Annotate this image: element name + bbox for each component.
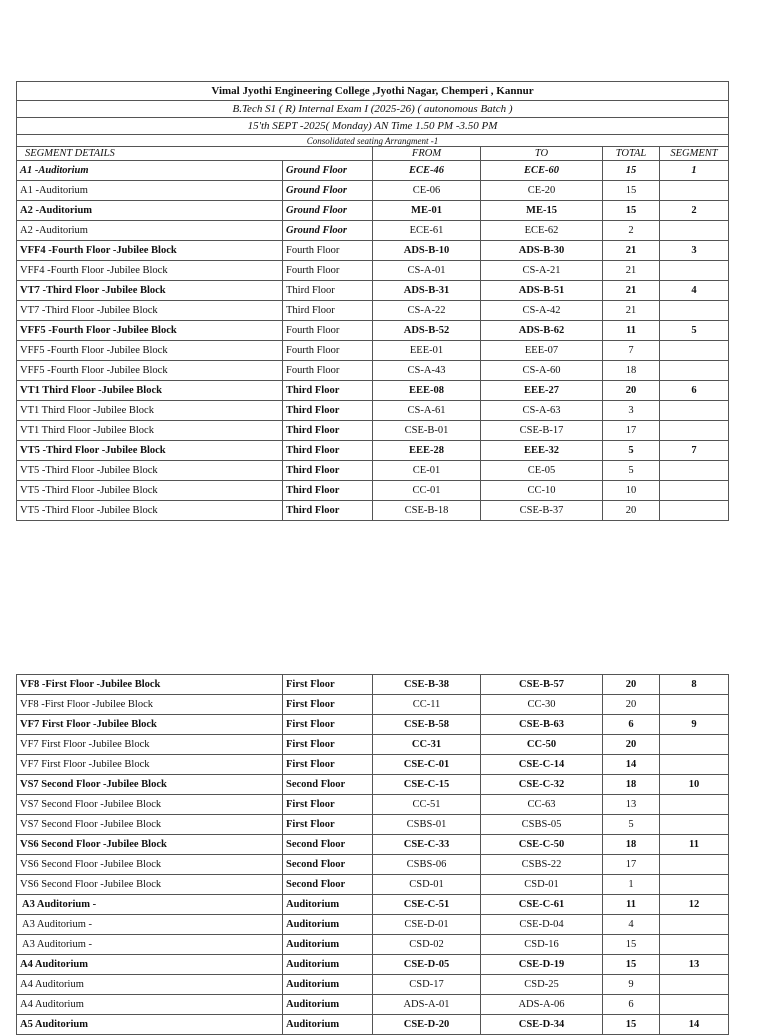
- segment-detail-cell: VT5 -Third Floor -Jubilee Block: [17, 501, 283, 521]
- floor-cell: First Floor: [283, 795, 373, 815]
- from-cell: CSD-01: [373, 875, 481, 895]
- segment-detail-cell: VF8 -First Floor -Jubilee Block: [17, 695, 283, 715]
- floor-cell: Auditorium: [283, 895, 373, 915]
- segment-number-cell: [660, 935, 729, 955]
- to-cell: CSD-16: [481, 935, 603, 955]
- segment-detail-cell: A1 -Auditorium: [17, 161, 283, 181]
- from-cell: CC-51: [373, 795, 481, 815]
- floor-cell: Auditorium: [283, 935, 373, 955]
- total-cell: 5: [603, 461, 660, 481]
- table-row: [17, 301, 729, 321]
- seating-table-top: [16, 81, 729, 521]
- table-row: [17, 501, 729, 521]
- total-cell: 9: [603, 975, 660, 995]
- total-cell: 20: [603, 675, 660, 695]
- floor-cell: Fourth Floor: [283, 261, 373, 281]
- table-row: [17, 955, 729, 975]
- total-cell: 20: [603, 695, 660, 715]
- total-cell: 5: [603, 815, 660, 835]
- to-cell: CS-A-60: [481, 361, 603, 381]
- segment-detail-cell: VFF4 -Fourth Floor -Jubilee Block: [17, 261, 283, 281]
- table-row: [17, 915, 729, 935]
- floor-cell: First Floor: [283, 695, 373, 715]
- to-cell: EEE-27: [481, 381, 603, 401]
- table-row: [17, 755, 729, 775]
- segment-detail-cell: VF8 -First Floor -Jubilee Block: [17, 675, 283, 695]
- from-cell: CSE-B-18: [373, 501, 481, 521]
- floor-cell: Fourth Floor: [283, 361, 373, 381]
- total-cell: 18: [603, 361, 660, 381]
- from-cell: CSBS-06: [373, 855, 481, 875]
- table-row: [17, 481, 729, 501]
- segment-number-cell: [660, 221, 729, 241]
- segment-detail-cell: VT1 Third Floor -Jubilee Block: [17, 401, 283, 421]
- segment-number-cell: [660, 995, 729, 1015]
- to-cell: CSD-25: [481, 975, 603, 995]
- segment-number-cell: [660, 461, 729, 481]
- segment-detail-cell: VS7 Second Floor -Jubilee Block: [17, 795, 283, 815]
- total-cell: 21: [603, 301, 660, 321]
- segment-number-cell: [660, 875, 729, 895]
- table-row: [17, 241, 729, 261]
- to-cell: ADS-B-30: [481, 241, 603, 261]
- segment-detail-cell: VS6 Second Floor -Jubilee Block: [17, 875, 283, 895]
- floor-cell: Second Floor: [283, 875, 373, 895]
- table-row: [17, 401, 729, 421]
- total-cell: 3: [603, 401, 660, 421]
- segment-detail-cell: A4 Auditorium: [17, 995, 283, 1015]
- table-row: [17, 161, 729, 181]
- floor-cell: Third Floor: [283, 381, 373, 401]
- table-row: [17, 695, 729, 715]
- total-cell: 13: [603, 795, 660, 815]
- floor-cell: Fourth Floor: [283, 241, 373, 261]
- segment-detail-cell: A3 Auditorium -: [17, 935, 283, 955]
- table-row: [17, 461, 729, 481]
- from-cell: CSE-C-15: [373, 775, 481, 795]
- from-cell: CSE-B-58: [373, 715, 481, 735]
- table-row: [17, 735, 729, 755]
- from-cell: CS-A-43: [373, 361, 481, 381]
- total-cell: 2: [603, 221, 660, 241]
- from-cell: CSE-D-05: [373, 955, 481, 975]
- segment-detail-cell: A5 Auditorium: [17, 1015, 283, 1035]
- total-cell: 15: [603, 161, 660, 181]
- to-cell: ECE-60: [481, 161, 603, 181]
- to-cell: CE-05: [481, 461, 603, 481]
- from-cell: CSE-B-01: [373, 421, 481, 441]
- to-cell: CC-30: [481, 695, 603, 715]
- to-cell: CS-A-63: [481, 401, 603, 421]
- table-row: [17, 935, 729, 955]
- to-cell: CE-20: [481, 181, 603, 201]
- to-cell: CSE-D-19: [481, 955, 603, 975]
- from-cell: CE-06: [373, 181, 481, 201]
- segment-detail-cell: VT5 -Third Floor -Jubilee Block: [17, 481, 283, 501]
- segment-number-cell: [660, 815, 729, 835]
- floor-cell: Fourth Floor: [283, 341, 373, 361]
- total-cell: 21: [603, 281, 660, 301]
- col-header-segment: SEGMENT: [660, 147, 729, 161]
- to-cell: CS-A-21: [481, 261, 603, 281]
- segment-number-cell: [660, 361, 729, 381]
- floor-cell: Third Floor: [283, 281, 373, 301]
- floor-cell: Third Floor: [283, 461, 373, 481]
- from-cell: CE-01: [373, 461, 481, 481]
- seating-table-bottom: [16, 674, 729, 1035]
- to-cell: ECE-62: [481, 221, 603, 241]
- table-row: [17, 321, 729, 341]
- floor-cell: Third Floor: [283, 301, 373, 321]
- floor-cell: Third Floor: [283, 481, 373, 501]
- total-cell: 15: [603, 201, 660, 221]
- segment-detail-cell: VFF5 -Fourth Floor -Jubilee Block: [17, 361, 283, 381]
- table-row: [17, 381, 729, 401]
- floor-cell: First Floor: [283, 755, 373, 775]
- floor-cell: Second Floor: [283, 855, 373, 875]
- segment-detail-cell: VS7 Second Floor -Jubilee Block: [17, 775, 283, 795]
- to-cell: CSE-D-04: [481, 915, 603, 935]
- segment-number-cell: [660, 915, 729, 935]
- to-cell: CC-50: [481, 735, 603, 755]
- floor-cell: Third Floor: [283, 501, 373, 521]
- table-row: [17, 441, 729, 461]
- from-cell: ADS-B-10: [373, 241, 481, 261]
- table-row: [17, 835, 729, 855]
- total-cell: 1: [603, 875, 660, 895]
- total-cell: 11: [603, 321, 660, 341]
- segment-number-cell: 3: [660, 241, 729, 261]
- segment-number-cell: [660, 181, 729, 201]
- table-row: [17, 995, 729, 1015]
- from-cell: CC-01: [373, 481, 481, 501]
- to-cell: ADS-B-62: [481, 321, 603, 341]
- table-row: [17, 281, 729, 301]
- floor-cell: Auditorium: [283, 955, 373, 975]
- from-cell: CSE-D-01: [373, 915, 481, 935]
- total-cell: 11: [603, 895, 660, 915]
- segment-detail-cell: A1 -Auditorium: [17, 181, 283, 201]
- total-cell: 15: [603, 955, 660, 975]
- col-header-to: TO: [481, 147, 603, 161]
- from-cell: CS-A-01: [373, 261, 481, 281]
- segment-number-cell: 12: [660, 895, 729, 915]
- from-cell: ADS-B-31: [373, 281, 481, 301]
- col-header-segment-details: SEGMENT DETAILS: [17, 147, 373, 161]
- table-row: [17, 1015, 729, 1035]
- from-cell: CSE-C-01: [373, 755, 481, 775]
- from-cell: EEE-08: [373, 381, 481, 401]
- segment-detail-cell: A3 Auditorium -: [17, 915, 283, 935]
- total-cell: 20: [603, 381, 660, 401]
- from-cell: CS-A-61: [373, 401, 481, 421]
- total-cell: 5: [603, 441, 660, 461]
- floor-cell: Auditorium: [283, 915, 373, 935]
- segment-number-cell: 2: [660, 201, 729, 221]
- to-cell: EEE-07: [481, 341, 603, 361]
- total-cell: 7: [603, 341, 660, 361]
- segment-number-cell: 8: [660, 675, 729, 695]
- to-cell: CS-A-42: [481, 301, 603, 321]
- col-header-from: FROM: [373, 147, 481, 161]
- from-cell: CS-A-22: [373, 301, 481, 321]
- to-cell: CSE-C-32: [481, 775, 603, 795]
- to-cell: CSE-C-61: [481, 895, 603, 915]
- segment-detail-cell: A4 Auditorium: [17, 975, 283, 995]
- floor-cell: First Floor: [283, 675, 373, 695]
- total-cell: 15: [603, 935, 660, 955]
- segment-detail-cell: VF7 First Floor -Jubilee Block: [17, 735, 283, 755]
- total-cell: 10: [603, 481, 660, 501]
- table-row: [17, 675, 729, 695]
- from-cell: ECE-61: [373, 221, 481, 241]
- to-cell: CSE-D-34: [481, 1015, 603, 1035]
- floor-cell: Third Floor: [283, 441, 373, 461]
- segment-number-cell: [660, 301, 729, 321]
- table-row: [17, 875, 729, 895]
- total-cell: 20: [603, 501, 660, 521]
- segment-detail-cell: A2 -Auditorium: [17, 221, 283, 241]
- floor-cell: Ground Floor: [283, 221, 373, 241]
- segment-detail-cell: A4 Auditorium: [17, 955, 283, 975]
- total-cell: 18: [603, 835, 660, 855]
- segment-number-cell: [660, 341, 729, 361]
- to-cell: CSE-C-14: [481, 755, 603, 775]
- floor-cell: Second Floor: [283, 775, 373, 795]
- floor-cell: First Floor: [283, 815, 373, 835]
- arrangement-subtitle: Consolidated seating Arrangment -1: [17, 135, 729, 147]
- floor-cell: Ground Floor: [283, 181, 373, 201]
- from-cell: CC-31: [373, 735, 481, 755]
- floor-cell: Second Floor: [283, 835, 373, 855]
- total-cell: 15: [603, 1015, 660, 1035]
- to-cell: CSBS-05: [481, 815, 603, 835]
- table-row: [17, 715, 729, 735]
- to-cell: CSE-B-57: [481, 675, 603, 695]
- segment-number-cell: 6: [660, 381, 729, 401]
- segment-number-cell: [660, 755, 729, 775]
- to-cell: CC-10: [481, 481, 603, 501]
- total-cell: 17: [603, 855, 660, 875]
- from-cell: CSBS-01: [373, 815, 481, 835]
- segment-detail-cell: VT7 -Third Floor -Jubilee Block: [17, 281, 283, 301]
- from-cell: EEE-01: [373, 341, 481, 361]
- floor-cell: First Floor: [283, 735, 373, 755]
- segment-detail-cell: VT1 Third Floor -Jubilee Block: [17, 421, 283, 441]
- segment-number-cell: 13: [660, 955, 729, 975]
- segment-number-cell: 9: [660, 715, 729, 735]
- floor-cell: Ground Floor: [283, 201, 373, 221]
- to-cell: CSBS-22: [481, 855, 603, 875]
- table-row: [17, 775, 729, 795]
- from-cell: ADS-A-01: [373, 995, 481, 1015]
- total-cell: 15: [603, 181, 660, 201]
- to-cell: CSE-C-50: [481, 835, 603, 855]
- table-row: [17, 221, 729, 241]
- total-cell: 6: [603, 715, 660, 735]
- segment-number-cell: [660, 975, 729, 995]
- segment-detail-cell: VT7 -Third Floor -Jubilee Block: [17, 301, 283, 321]
- column-header-row: [17, 147, 729, 161]
- col-header-total: TOTAL: [603, 147, 660, 161]
- table-row: [17, 261, 729, 281]
- total-cell: 4: [603, 915, 660, 935]
- to-cell: EEE-32: [481, 441, 603, 461]
- to-cell: CSD-01: [481, 875, 603, 895]
- to-cell: ADS-B-51: [481, 281, 603, 301]
- segment-number-cell: [660, 421, 729, 441]
- segment-number-cell: 1: [660, 161, 729, 181]
- segment-number-cell: [660, 501, 729, 521]
- to-cell: ME-15: [481, 201, 603, 221]
- from-cell: CSE-B-38: [373, 675, 481, 695]
- segment-number-cell: [660, 261, 729, 281]
- floor-cell: Third Floor: [283, 401, 373, 421]
- total-cell: 21: [603, 241, 660, 261]
- floor-cell: Third Floor: [283, 421, 373, 441]
- table-row: [17, 815, 729, 835]
- total-cell: 18: [603, 775, 660, 795]
- table-row: [17, 421, 729, 441]
- table-row: [17, 975, 729, 995]
- segment-detail-cell: VFF5 -Fourth Floor -Jubilee Block: [17, 341, 283, 361]
- segment-number-cell: [660, 481, 729, 501]
- from-cell: CSD-17: [373, 975, 481, 995]
- segment-detail-cell: VT5 -Third Floor -Jubilee Block: [17, 461, 283, 481]
- segment-detail-cell: VT5 -Third Floor -Jubilee Block: [17, 441, 283, 461]
- segment-detail-cell: VFF5 -Fourth Floor -Jubilee Block: [17, 321, 283, 341]
- table-row: [17, 361, 729, 381]
- segment-detail-cell: VFF4 -Fourth Floor -Jubilee Block: [17, 241, 283, 261]
- segment-number-cell: 7: [660, 441, 729, 461]
- segment-detail-cell: VF7 First Floor -Jubilee Block: [17, 715, 283, 735]
- segment-number-cell: 5: [660, 321, 729, 341]
- total-cell: 6: [603, 995, 660, 1015]
- from-cell: ME-01: [373, 201, 481, 221]
- total-cell: 21: [603, 261, 660, 281]
- table-row: [17, 201, 729, 221]
- exam-title: B.Tech S1 ( R) Internal Exam I (2025-26) ( autonomous Batch ): [17, 101, 729, 118]
- floor-cell: Auditorium: [283, 1015, 373, 1035]
- segment-detail-cell: VS7 Second Floor -Jubilee Block: [17, 815, 283, 835]
- segment-detail-cell: VS6 Second Floor -Jubilee Block: [17, 855, 283, 875]
- segment-number-cell: [660, 795, 729, 815]
- from-cell: CSE-D-20: [373, 1015, 481, 1035]
- from-cell: CC-11: [373, 695, 481, 715]
- floor-cell: Ground Floor: [283, 161, 373, 181]
- table-row: [17, 855, 729, 875]
- college-title: Vimal Jyothi Engineering College ,Jyothi Nagar, Chemperi , Kannur: [17, 82, 729, 101]
- to-cell: CSE-B-63: [481, 715, 603, 735]
- floor-cell: Auditorium: [283, 975, 373, 995]
- segment-number-cell: 14: [660, 1015, 729, 1035]
- from-cell: CSD-02: [373, 935, 481, 955]
- floor-cell: Fourth Floor: [283, 321, 373, 341]
- segment-number-cell: [660, 695, 729, 715]
- segment-detail-cell: A2 -Auditorium: [17, 201, 283, 221]
- floor-cell: Auditorium: [283, 995, 373, 1015]
- exam-datetime: 15'th SEPT -2025( Monday) AN Time 1.50 PM -3.50 PM: [17, 118, 729, 135]
- table-row: [17, 895, 729, 915]
- from-cell: EEE-28: [373, 441, 481, 461]
- table-row: [17, 181, 729, 201]
- segment-number-cell: [660, 401, 729, 421]
- floor-cell: First Floor: [283, 715, 373, 735]
- from-cell: CSE-C-51: [373, 895, 481, 915]
- from-cell: ADS-B-52: [373, 321, 481, 341]
- table-row: [17, 795, 729, 815]
- segment-number-cell: [660, 855, 729, 875]
- segment-number-cell: 4: [660, 281, 729, 301]
- to-cell: CSE-B-37: [481, 501, 603, 521]
- segment-number-cell: [660, 735, 729, 755]
- segment-number-cell: 10: [660, 775, 729, 795]
- from-cell: ECE-46: [373, 161, 481, 181]
- to-cell: ADS-A-06: [481, 995, 603, 1015]
- segment-number-cell: 11: [660, 835, 729, 855]
- to-cell: CSE-B-17: [481, 421, 603, 441]
- total-cell: 17: [603, 421, 660, 441]
- to-cell: CC-63: [481, 795, 603, 815]
- segment-detail-cell: VT1 Third Floor -Jubilee Block: [17, 381, 283, 401]
- total-cell: 20: [603, 735, 660, 755]
- segment-detail-cell: VS6 Second Floor -Jubilee Block: [17, 835, 283, 855]
- segment-detail-cell: A3 Auditorium -: [17, 895, 283, 915]
- from-cell: CSE-C-33: [373, 835, 481, 855]
- segment-detail-cell: VF7 First Floor -Jubilee Block: [17, 755, 283, 775]
- table-row: [17, 341, 729, 361]
- total-cell: 14: [603, 755, 660, 775]
